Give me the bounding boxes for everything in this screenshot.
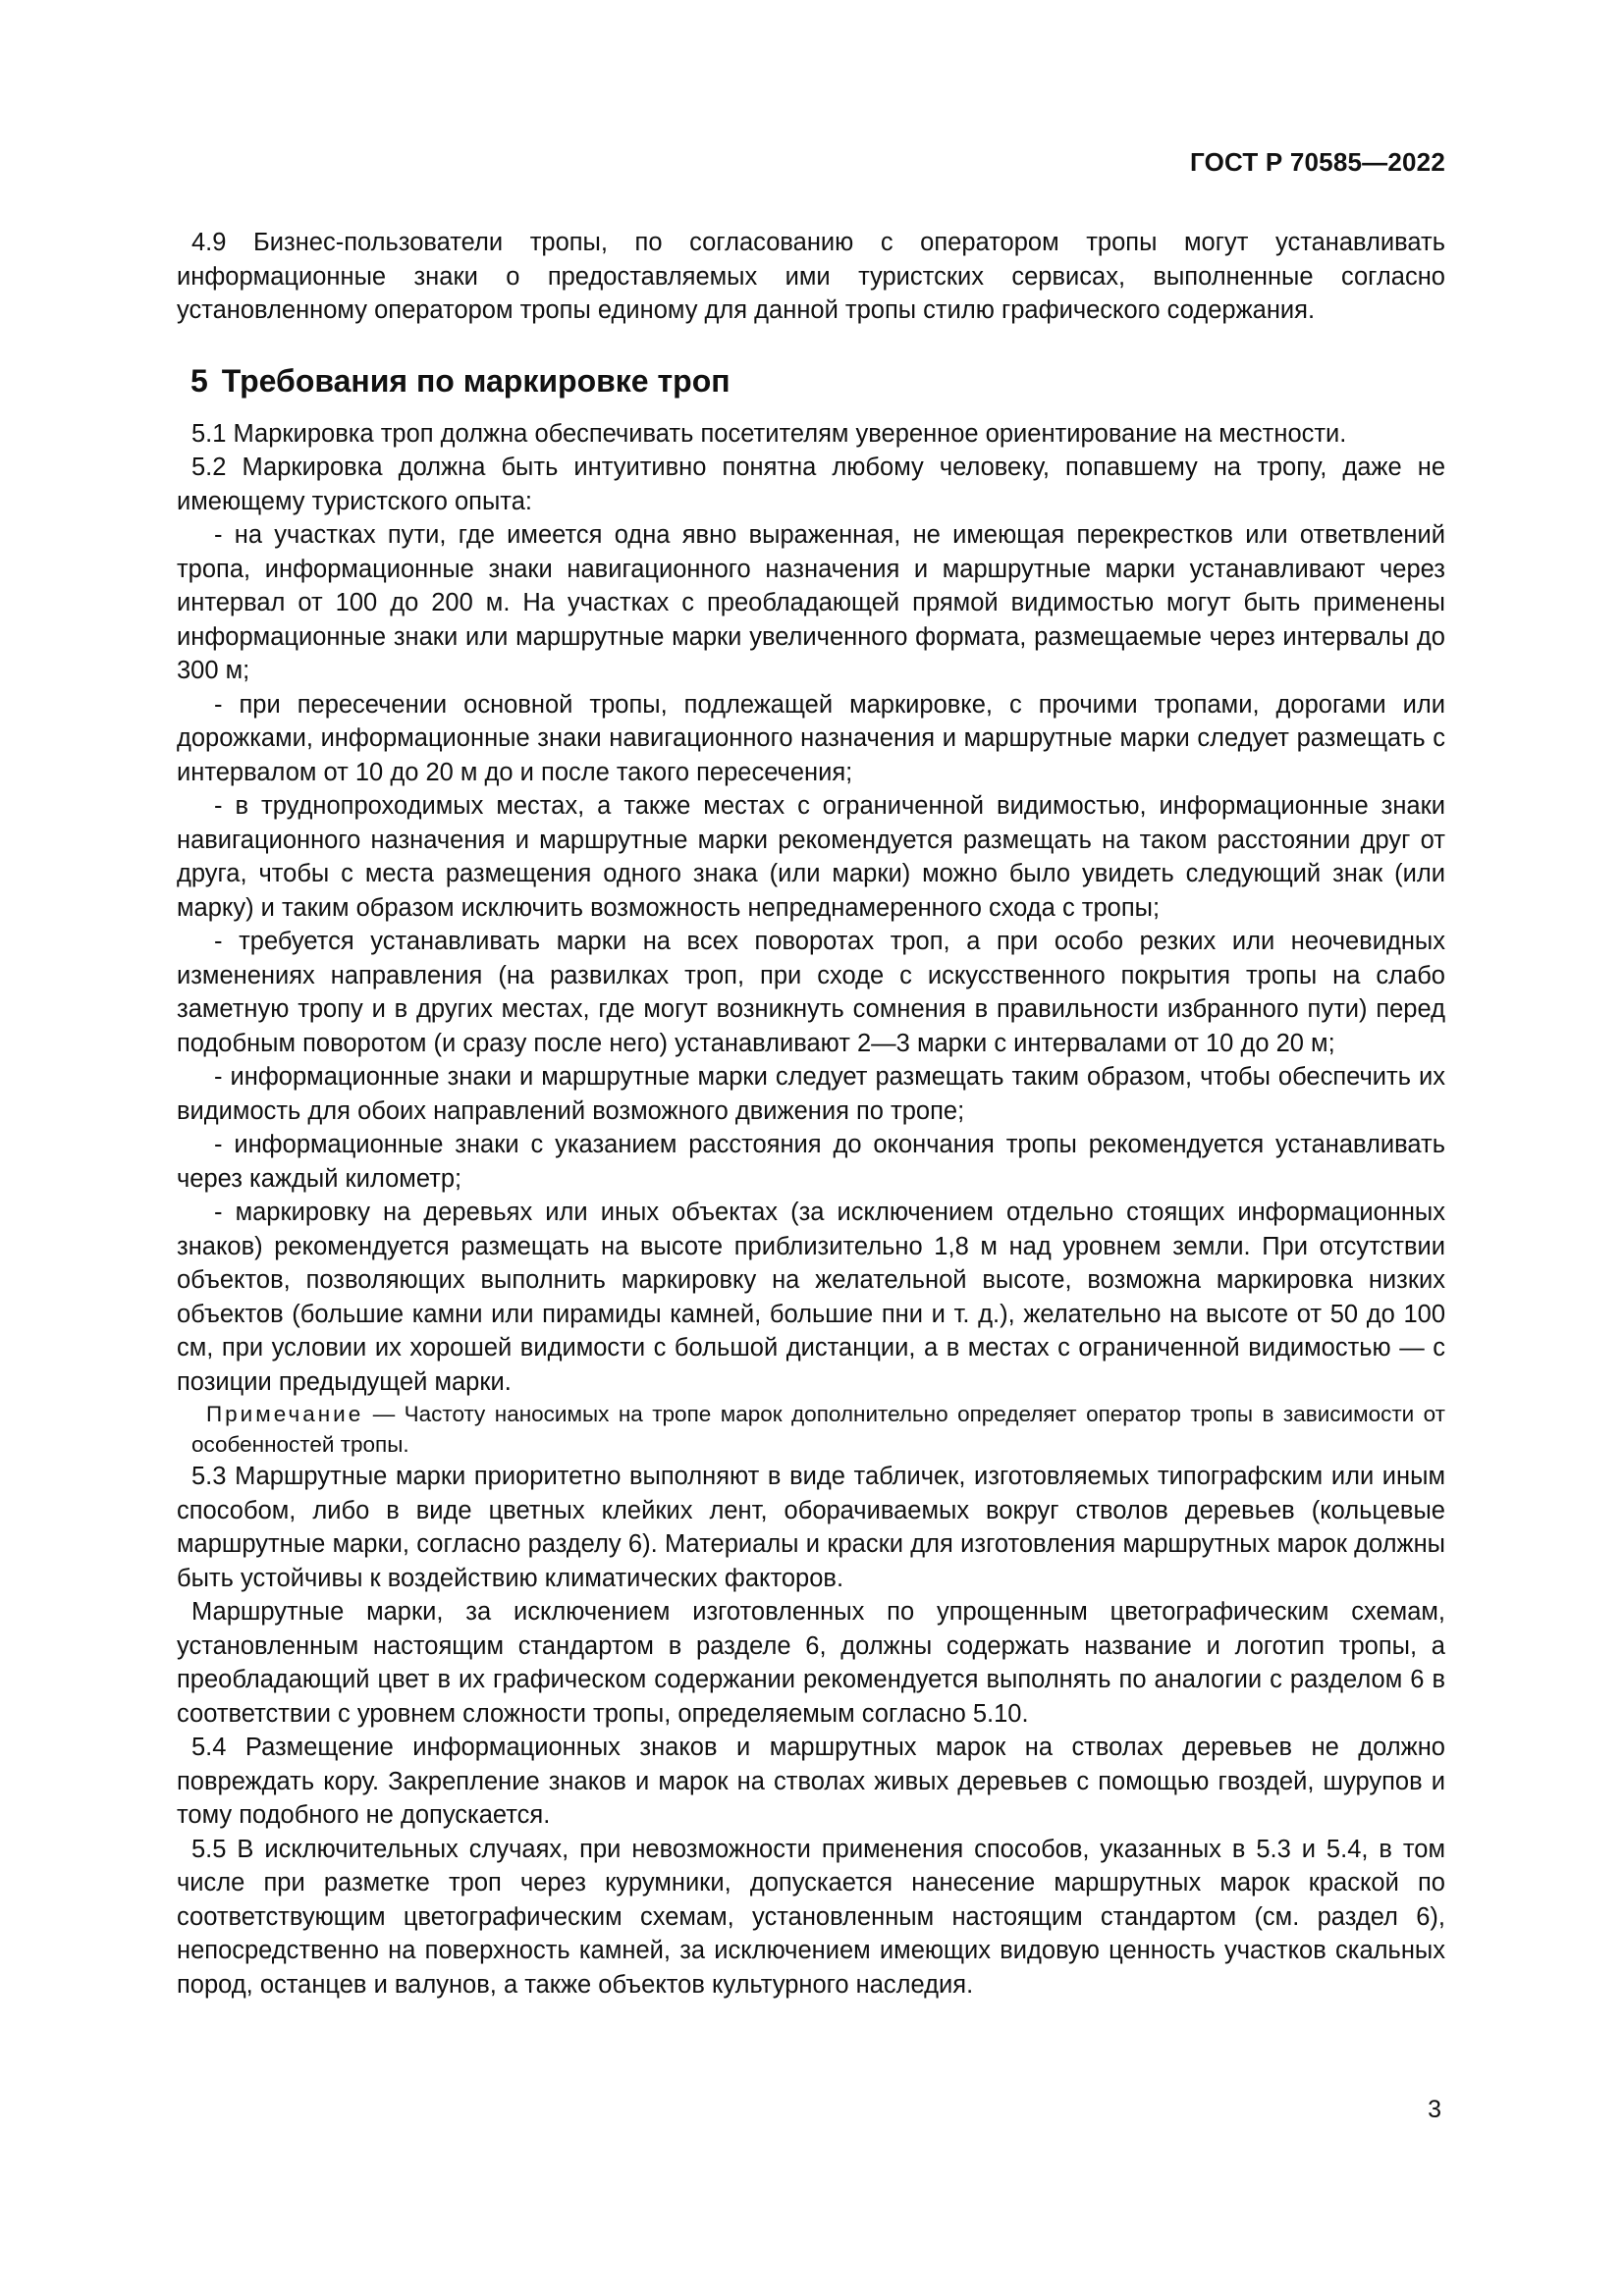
list-item: - информационные знаки с указанием расстояния до окончания тропы рекомендуется устанавливать через каждый километр; [177,1131,1445,1193]
note-text: — Частоту наносимых на тропе марок дополнительно определяет оператор тропы в зависимости от особенностей тропы. [191,1402,1445,1457]
list-item: - маркировку на деревьях или иных объектах (за исключением отдельно стоящих информационных знаков) рекомендуется размещать на высоте приблизительно 1,8 м над уровнем земли. При отсутствии объектов, позволяющих выполнить маркировку на желательной высоте, возможна маркировка низких объектов (большие камни или пирамиды камней, большие пни и т. д.), желательно на высоте от 50 до 100 см, при условии их хорошей видимости с большой дистанции, а в местах с ограниченной видимостью — с позиции предыдущей марки. [177,1199,1445,1396]
note-label: Примечание [206,1402,364,1426]
document-header: ГОСТ Р 70585—2022 [1190,147,1445,177]
page-number: 3 [1428,2096,1441,2123]
section-title: Требования по маркировке троп [221,362,731,399]
paragraph-5-2: 5.2 Маркировка должна быть интуитивно понятна любому человеку, попавшему на тропу, даже не имеющему туристского опыта: [177,454,1445,515]
list-item: - в труднопроходимых местах, а также местах с ограниченной видимостью, информационные знаки навигационного назначения и маршрутные марки рекомендуется размещать на таком расстоянии друг от друга, чтобы с места размещения одного знака (или марки) можно было увидеть следующий знак (или марку) и таким образом исключить возможность непреднамеренного схода с тропы; [177,792,1445,922]
list-item: - требуется устанавливать марки на всех поворотах троп, а при особо резких или неочевидных изменениях направления (на развилках троп, при сходе с искусственного покрытия тропы на слабо заметную тропу и в других местах, где могут возникнуть сомнения в правильности избранного пути) перед подобным поворотом (и сразу после него) устанавливают 2—3 марки с интервалами от 10 до 20 м; [177,928,1445,1057]
paragraph-5-3: 5.3 Маршрутные марки приоритетно выполняют в виде табличек, изготовляемых типографским или иным способом, либо в виде цветных клейких лент, оборачиваемых вокруг стволов деревьев (кольцевые маршрутные марки, согласно разделу 6). Материалы и краски для изготовления маршрутных марок должны быть устойчивы к воздействию климатических факторов. [177,1463,1445,1592]
note [177,1399,1445,1460]
list-item: - на участках пути, где имеется одна явно выраженная, не имеющая перекрестков или ответвлений тропа, информационные знаки навигационного назначения и маршрутные марки устанавливают через интервал от 100 до 200 м. На участках с преобладающей прямой видимостью могут быть применены информационные знаки или маршрутные марки увеличенного формата, размещаемые через интервалы до 300 м; [177,521,1445,684]
paragraph-4-9: 4.9 Бизнес-пользователи тропы, по согласованию с оператором тропы могут устанавливать информационные знаки о предоставляемых ими туристских сервисах, выполненные согласно установленному оператором тропы единому для данной тропы стилю графического содержания. [177,229,1445,324]
document-body [177,226,1445,2002]
paragraph-5-5: 5.5 В исключительных случаях, при невозможности применения способов, указанных в 5.3 и 5.4, в том числе при разметке троп через курумники, допускается нанесение маршрутных марок краской по соответствующим цветографическим схемам, установленным настоящим стандартом (см. раздел 6), непосредственно на поверхность камней, за исключением имеющих видовую ценность участков скальных пород, останцев и валунов, а также объектов культурного наследия. [177,1835,1445,1999]
list-item: - информационные знаки и маршрутные марки следует размещать таким образом, чтобы обеспечить их видимость для обоих направлений возможного движения по тропе; [177,1063,1445,1125]
section-heading [177,361,1445,400]
list-item: - при пересечении основной тропы, подлежащей маркировке, с прочими тропами, дорогами или дорожками, информационные знаки навигационного назначения и маршрутные марки следует размещать с интервалом от 10 до 20 м до и после такого пересечения; [177,690,1445,786]
section-number: 5 [190,362,208,399]
paragraph-5-3-continued: Маршрутные марки, за исключением изготовленных по упрощенным цветографическим схемам, установленным настоящим стандартом в разделе 6, должны содержать название и логотип тропы, а преобладающий цвет в их графическом содержании рекомендуется выполнять по аналогии с разделом 6 в соответствии с уровнем сложности тропы, определяемым согласно 5.10. [177,1598,1445,1728]
paragraph-5-1: 5.1 Маркировка троп должна обеспечивать посетителям уверенное ориентирование на местности. [191,419,1347,448]
paragraph-5-4: 5.4 Размещение информационных знаков и маршрутных марок на стволах деревьев не должно повреждать кору. Закрепление знаков и марок на стволах живых деревьев с помощью гвоздей, шурупов и тому подобного не допускается. [177,1734,1445,1829]
